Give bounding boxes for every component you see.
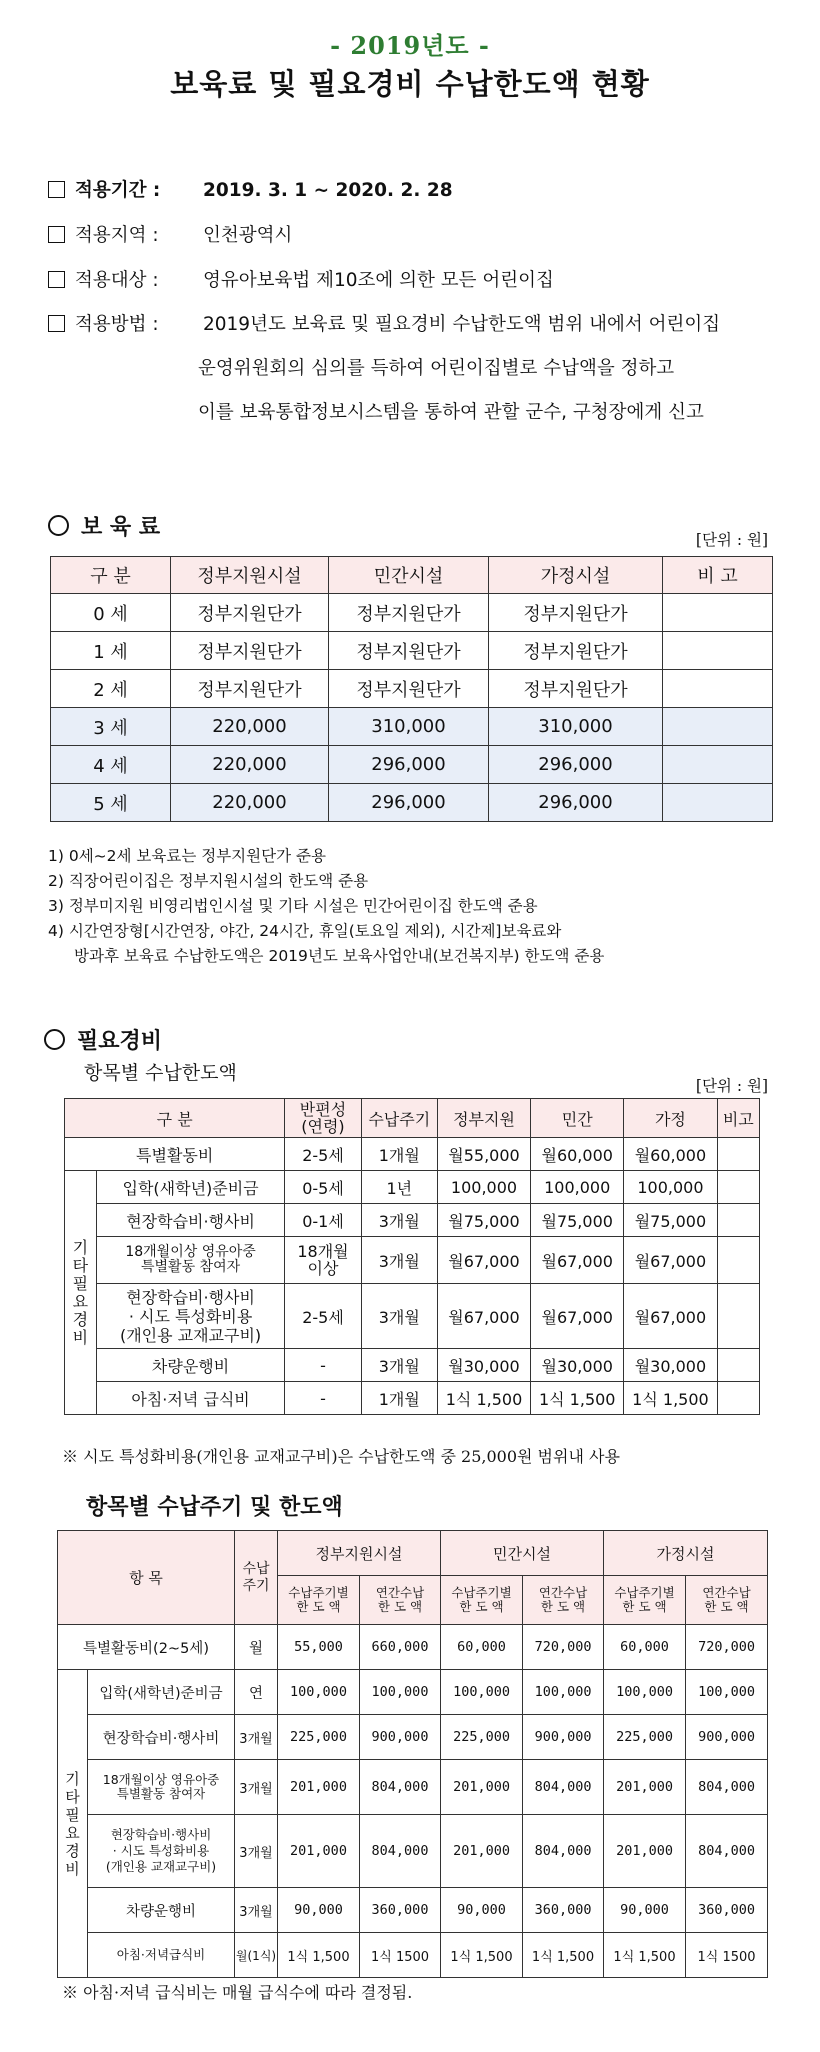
cycle-subheader-cell: 수납주기별 한 도 액 [604,1576,686,1625]
table-cell [717,1138,759,1171]
expense-table [64,1098,760,1415]
table-cell: 296,000 [489,746,663,784]
table-cell: 0 세 [51,594,171,632]
table-cell: 201,000 [278,1760,360,1815]
table-cell: 0-1세 [285,1204,361,1237]
table-cell: - [285,1382,361,1415]
table-cell: 3 세 [51,708,171,746]
table-cell: 아침·저녁급식비 [88,1933,235,1978]
table-row [58,1760,768,1815]
info-method-label: 적용방법 : [75,314,159,335]
table-cell: 225,000 [278,1715,360,1760]
table-cell: 900,000 [360,1715,441,1760]
table-cell: 296,000 [329,746,489,784]
table-cell: 월67,000 [531,1237,624,1284]
table-cell: 정부지원단가 [489,632,663,670]
table-cell: 1식 1,500 [531,1382,624,1415]
table-row [65,1349,760,1382]
expense-section-title [44,1024,162,1055]
table-cell: 100,000 [531,1171,624,1204]
table-cell: - [285,1349,361,1382]
checkbox-square-icon [48,226,65,243]
fee-table [50,556,773,822]
table-cell: 310,000 [329,708,489,746]
table-cell: 220,000 [171,708,329,746]
info-period-label: 적용기간 : [75,180,161,201]
fee-header-cell: 민간시설 [329,557,489,594]
cycle-subheader-cell: 수납주기별 한 도 액 [441,1576,523,1625]
table-cell: 3개월 [235,1888,278,1933]
table-cell: 900,000 [686,1715,768,1760]
table-cell: 660,000 [360,1625,441,1670]
note-line: 방과후 보육료 수납한도액은 2019년도 보육사업안내(보건복지부) 한도액 준용 [74,947,605,965]
table-cell: 296,000 [489,784,663,822]
table-cell [717,1382,759,1415]
page-title: 보육료 및 필요경비 수납한도액 현황 [170,67,650,101]
table-cell: 차량운행비 [96,1349,285,1382]
table-cell: 월67,000 [437,1237,530,1284]
table-cell: 월30,000 [624,1349,717,1382]
circle-bullet-icon [48,515,69,536]
expense-section-title-text: 필요경비 [77,1029,163,1054]
table-cell: 월60,000 [531,1138,624,1171]
table-cell: 201,000 [278,1815,360,1888]
checkbox-square-icon [48,271,65,288]
table-cell: 201,000 [604,1815,686,1888]
table-cell: 18개월이상 영유아중 특별활동 참여자 [88,1760,235,1815]
expense-table-header [65,1099,760,1138]
table-cell: 월60,000 [624,1138,717,1171]
table-row [58,1670,768,1715]
table-cell: 1 세 [51,632,171,670]
info-method-line2: 운영위원회의 심의를 득하여 어린이집별로 수납액을 정하고 [198,358,675,379]
table-cell: 2 세 [51,670,171,708]
cycle-subheader-cell: 연간수납 한 도 액 [523,1576,604,1625]
table-cell: 4 세 [51,746,171,784]
expense-unit: [단위 : 원] [695,1077,768,1095]
info-target-value: 영유아보육법 제10조에 의한 모든 어린이집 [203,270,554,291]
table-cell: 월 [235,1625,278,1670]
circle-bullet-icon [44,1029,65,1050]
info-period [48,176,453,202]
table-cell: 1식 1,500 [278,1933,360,1978]
cycle-header-cell: 항 목 [58,1531,235,1625]
table-cell: 310,000 [489,708,663,746]
table-cell: 1개월 [361,1382,437,1415]
table-cell: 100,000 [604,1670,686,1715]
table-cell: 5 세 [51,784,171,822]
expense-header-cell: 비고 [717,1099,759,1138]
table-cell: 18개월 이상 [285,1237,361,1284]
table-cell: 720,000 [523,1625,604,1670]
table-cell: 201,000 [441,1760,523,1815]
table-cell [663,594,773,632]
table-row [65,1284,760,1349]
table-cell [717,1204,759,1237]
table-cell: 정부지원단가 [171,670,329,708]
table-cell: 1식 1,500 [523,1933,604,1978]
table-cell: 1식 1500 [686,1933,768,1978]
table-cell: 100,000 [441,1670,523,1715]
table-cell: 월75,000 [437,1204,530,1237]
table-cell: 1식 1,500 [624,1382,717,1415]
table-cell: 월30,000 [531,1349,624,1382]
table-cell: 현장학습비·행사비 · 시도 특성화비용 (개인용 교재교구비) [88,1815,235,1888]
cycle-header-cell: 정부지원시설 [278,1531,441,1576]
table-cell [663,708,773,746]
expense-header-cell: 민간 [531,1099,624,1138]
expense-header-cell: 가정 [624,1099,717,1138]
table-cell: 804,000 [523,1760,604,1815]
table-cell: 201,000 [604,1760,686,1815]
table-cell [663,784,773,822]
table-cell: 정부지원단가 [329,632,489,670]
table-cell: 현장학습비·행사비 [96,1204,285,1237]
table-cell [717,1284,759,1349]
table-cell: 90,000 [278,1888,360,1933]
table-cell: 100,000 [437,1171,530,1204]
info-target-label: 적용대상 : [75,270,159,291]
table-row [58,1888,768,1933]
info-period-value: 2019. 3. 1 ~ 2020. 2. 28 [203,180,453,201]
table-cell: 3개월 [361,1237,437,1284]
table-cell: 360,000 [360,1888,441,1933]
table-cell: 월67,000 [624,1284,717,1349]
table-cell: 18개월이상 영유아중 특별활동 참여자 [96,1237,285,1284]
table-cell: 월67,000 [624,1237,717,1284]
info-method-line3: 이를 보육통합정보시스템을 통하여 관할 군수, 구청장에게 신고 [198,402,704,423]
expense-subtitle: 항목별 수납한도액 [84,1062,237,1084]
checkbox-square-icon [48,315,65,332]
table-cell: 정부지원단가 [489,594,663,632]
table-row [58,1815,768,1888]
table-cell: 입학(새학년)준비금 [88,1670,235,1715]
table-row [65,1204,760,1237]
table-cell: 1식 1,500 [437,1382,530,1415]
info-method [48,310,720,336]
expense-footnote: ※ 시도 특성화비용(개인용 교재교구비)은 수납한도액 중 25,000원 범위내 사용 [62,1447,620,1466]
table-row [51,784,773,822]
expense-header-cell: 반편성 (연령) [285,1099,361,1138]
table-row [51,594,773,632]
table-cell: 804,000 [360,1815,441,1888]
table-cell [663,670,773,708]
table-cell: 1식 1,500 [604,1933,686,1978]
info-region-label: 적용지역 : [75,225,159,246]
fee-header-cell: 정부지원시설 [171,557,329,594]
table-cell: 월(1식) [235,1933,278,1978]
expense-header-cell: 수납주기 [361,1099,437,1138]
table-cell: 입학(새학년)준비금 [96,1171,285,1204]
group-label: 기 타 필 요 경 비 [65,1171,97,1415]
table-cell: 현장학습비·행사비 [88,1715,235,1760]
table-cell [717,1237,759,1284]
note-line: 1) 0세~2세 보육료는 정부지원단가 준용 [48,847,326,865]
table-cell: 720,000 [686,1625,768,1670]
table-cell: 90,000 [604,1888,686,1933]
table-row [51,746,773,784]
table-cell: 360,000 [523,1888,604,1933]
fee-header-cell: 구 분 [51,557,171,594]
table-cell [663,746,773,784]
fee-section-title-text: 보 육 료 [81,515,161,540]
table-cell: 현장학습비·행사비 · 시도 특성화비용 (개인용 교재교구비) [96,1284,285,1349]
table-cell: 월67,000 [531,1284,624,1349]
fee-header-cell: 비 고 [663,557,773,594]
cycle-section-title: 항목별 수납주기 및 한도액 [86,1495,343,1520]
table-row [65,1237,760,1284]
table-cell: 60,000 [604,1625,686,1670]
table-cell: 월75,000 [624,1204,717,1237]
table-cell: 225,000 [604,1715,686,1760]
table-row [51,632,773,670]
table-cell: 55,000 [278,1625,360,1670]
table-cell: 월75,000 [531,1204,624,1237]
table-row [65,1171,760,1204]
table-cell: 정부지원단가 [329,670,489,708]
fee-notes [48,844,604,969]
checkbox-square-icon [48,181,65,198]
fee-table-header [51,557,773,594]
table-cell: 225,000 [441,1715,523,1760]
group-label: 기 타 필 요 경 비 [58,1670,88,1978]
table-cell: 0-5세 [285,1171,361,1204]
table-cell: 3개월 [235,1760,278,1815]
fee-section-title [48,510,160,541]
table-cell: 100,000 [360,1670,441,1715]
table-row [65,1138,760,1171]
table-cell: 3개월 [361,1349,437,1382]
table-cell: 정부지원단가 [329,594,489,632]
table-cell: 804,000 [686,1815,768,1888]
table-cell: 220,000 [171,784,329,822]
cycle-subheader-cell: 수납주기별 한 도 액 [278,1576,360,1625]
table-cell: 100,000 [278,1670,360,1715]
expense-header-cell: 정부지원 [437,1099,530,1138]
table-cell: 100,000 [686,1670,768,1715]
table-row [51,670,773,708]
fee-unit: [단위 : 원] [695,531,768,549]
cycle-subheader-cell: 연간수납 한 도 액 [686,1576,768,1625]
table-cell: 1식 1500 [360,1933,441,1978]
table-cell: 차량운행비 [88,1888,235,1933]
table-cell: 아침·저녁 급식비 [96,1382,285,1415]
table-cell: 월55,000 [437,1138,530,1171]
table-cell: 804,000 [686,1760,768,1815]
table-cell: 정부지원단가 [489,670,663,708]
cycle-header-cell: 가정시설 [604,1531,768,1576]
table-cell: 1년 [361,1171,437,1204]
cycle-footnote: ※ 아침·저녁 급식비는 매월 급식수에 따라 결정됨. [62,1983,413,2002]
table-cell: 100,000 [624,1171,717,1204]
table-row [58,1625,768,1670]
table-cell: 3개월 [361,1204,437,1237]
table-cell: 3개월 [235,1815,278,1888]
table-cell: 특별활동비 [65,1138,285,1171]
table-cell [717,1171,759,1204]
table-row [58,1715,768,1760]
info-region [48,221,292,247]
table-cell: 월30,000 [437,1349,530,1382]
table-cell: 220,000 [171,746,329,784]
table-row [58,1933,768,1978]
table-cell: 월67,000 [437,1284,530,1349]
table-cell: 804,000 [523,1815,604,1888]
table-cell: 60,000 [441,1625,523,1670]
table-cell: 201,000 [441,1815,523,1888]
table-cell: 360,000 [686,1888,768,1933]
note-line: 4) 시간연장형[시간연장, 야간, 24시간, 휴일(토요일 제외), 시간제]보육료와 [48,922,562,940]
note-line: 3) 정부미지원 비영리법인시설 및 기타 시설은 민간어린이집 한도액 준용 [48,897,538,915]
table-cell: 3개월 [361,1284,437,1349]
cycle-header-cell: 수납 주기 [235,1531,278,1625]
fee-header-cell: 가정시설 [489,557,663,594]
table-cell: 900,000 [523,1715,604,1760]
table-cell [663,632,773,670]
table-cell: 정부지원단가 [171,632,329,670]
table-cell: 90,000 [441,1888,523,1933]
table-cell: 2-5세 [285,1284,361,1349]
table-row [51,708,773,746]
table-cell: 1개월 [361,1138,437,1171]
cycle-subheader-cell: 연간수납 한 도 액 [360,1576,441,1625]
table-cell: 100,000 [523,1670,604,1715]
table-cell: 804,000 [360,1760,441,1815]
table-cell [717,1349,759,1382]
cycle-table [57,1530,768,1978]
info-target [48,266,554,292]
table-cell: 정부지원단가 [171,594,329,632]
info-region-value: 인천광역시 [203,225,293,246]
table-cell: 연 [235,1670,278,1715]
table-cell: 특별활동비(2~5세) [58,1625,235,1670]
table-row [65,1382,760,1415]
note-line: 2) 직장어린이집은 정부지원시설의 한도액 준용 [48,872,369,890]
info-method-line1: 2019년도 보육료 및 필요경비 수납한도액 범위 내에서 어린이집 [203,314,721,335]
table-cell: 296,000 [329,784,489,822]
cycle-header-cell: 민간시설 [441,1531,604,1576]
year-heading: - 2019년도 - [330,31,490,60]
cycle-table-header [58,1531,768,1576]
table-cell: 2-5세 [285,1138,361,1171]
table-cell: 3개월 [235,1715,278,1760]
expense-header-cell: 구 분 [65,1099,285,1138]
table-cell: 1식 1,500 [441,1933,523,1978]
